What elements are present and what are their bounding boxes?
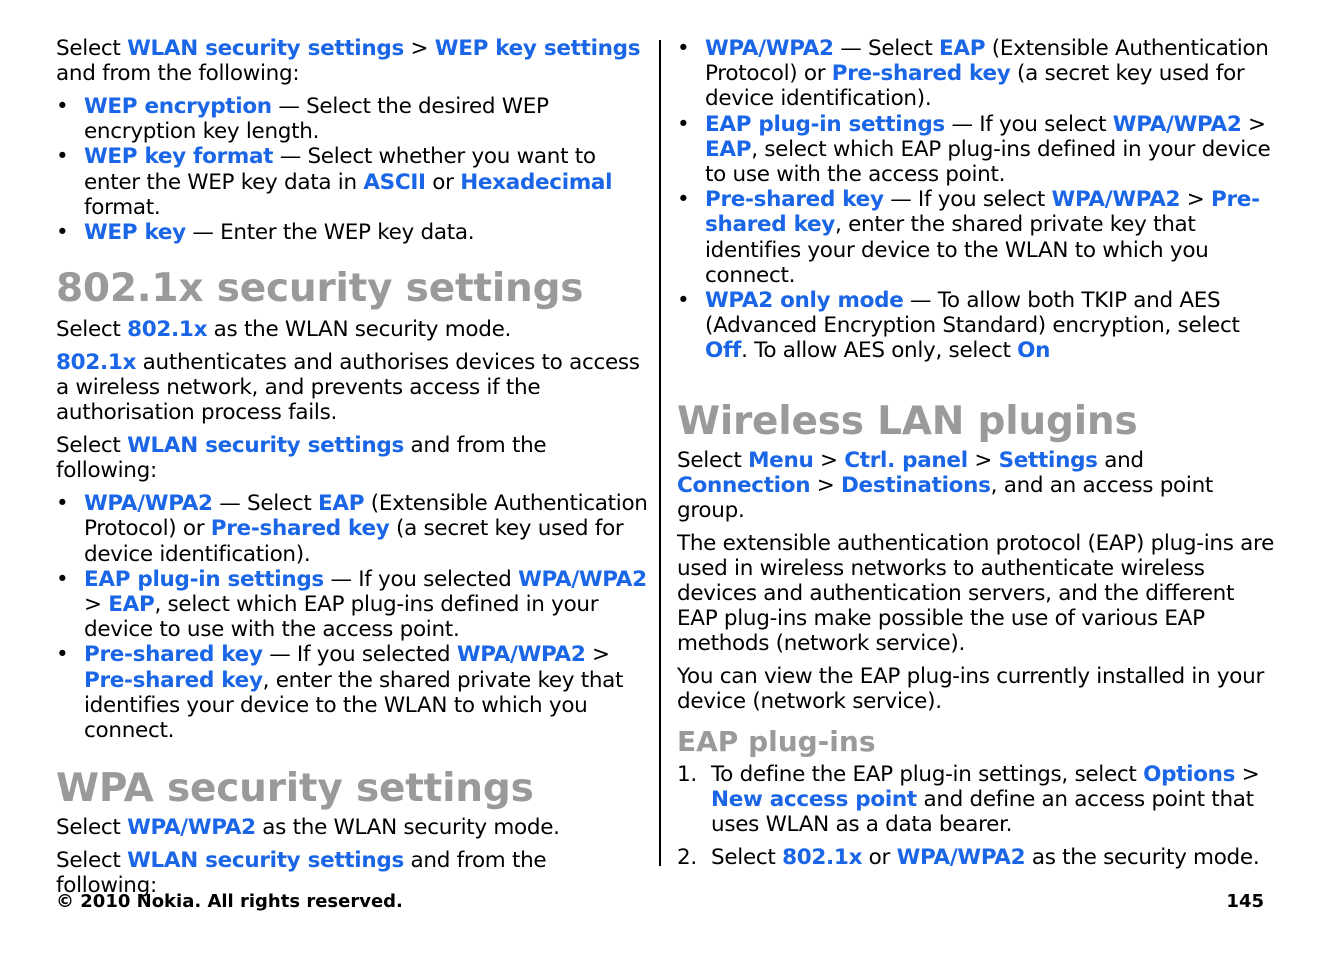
list-item [677,112,1277,188]
text: , select which EAP plug-ins defined in your device to use with the access point. [705,136,1271,188]
option-value: Pre-shared key [831,61,1011,87]
option-value: Hexadecimal [460,169,613,195]
option-name: 802.1x [782,844,863,870]
option-name: 802.1x [56,350,137,376]
option-name: EAP plug-in settings [84,566,324,592]
menu-ref-wep-key-settings: WEP key settings [434,36,641,61]
text: and from the following: [56,433,547,484]
list-item [677,36,1277,112]
option-name: WEP key format [84,144,274,170]
text: — If you selected [262,642,457,668]
paragraph: You can view the EAP plug-ins currently installed in your device (network service). [677,663,1265,714]
text: , enter the shared private key that identifies your device to the WLAN to which you connect. [705,212,1209,288]
separator: > [810,472,842,498]
text: or [425,169,461,195]
text: — Enter the WEP key data. [185,220,475,246]
text: . To allow AES only, select [741,338,1018,364]
option-value: Pre-shared key [210,516,390,542]
text: — If you select [944,111,1113,137]
text: format. [84,194,161,220]
paragraph [677,448,1277,523]
text: To define the EAP plug-in settings, select [711,761,1144,787]
text: (a secret key used for device identification). [705,61,1245,112]
option-value: EAP [318,491,365,517]
text: or [862,844,897,870]
menu-ref-wlan-security-settings: WLAN security settings [127,433,404,459]
wep-options-list [56,94,648,245]
option-value: EAP [939,36,986,61]
menu-ref-wlan-security-settings: WLAN security settings [127,36,404,61]
separator: > [84,592,109,618]
heading-8021x-security-settings: 802.1x security settings [56,266,584,312]
separator: > [813,447,845,473]
menu-ref-new-access-point: New access point [711,786,917,812]
option-value: WPA/WPA2 [1051,187,1181,213]
text: (a secret key used for device identification). [84,516,624,567]
text: as the WLAN security mode. [255,815,560,841]
option-name: WPA/WPA2 [896,844,1026,870]
text: (Extensible Authentication Protocol) or [705,36,1269,87]
paragraph: The extensible authentication protocol (EAP) plug-ins are used in wireless networks to authenticate wireless devices and authentication servers, and the different EAP plug-ins make possible the use of various EAP methods (network service). [677,530,1275,656]
option-name: 802.1x [127,317,208,343]
separator: > [1241,111,1266,137]
list-item [56,642,648,743]
menu-ref-wlan-security-settings: WLAN security settings [127,848,404,874]
menu-ref-settings: Settings [998,447,1098,473]
list-item [56,220,648,245]
option-name: WPA/WPA2 [127,815,256,841]
text: — If you select [883,187,1052,213]
paragraph [56,317,648,342]
option-value: WPA/WPA2 [1112,111,1242,137]
text: as the WLAN security mode. [207,317,512,343]
paragraph [56,815,648,840]
list-item [677,187,1277,288]
8021x-options-list [56,491,648,743]
menu-ref-menu: Menu [748,447,814,473]
text: and define an access point that uses WLAN as a data bearer. [711,786,1254,837]
separator: > [967,447,999,473]
wpa-options-list [677,36,1277,364]
text: Select [56,433,128,459]
separator: > [403,36,435,61]
option-value: EAP [705,136,752,162]
left-column [56,36,648,906]
list-item [56,491,648,567]
option-value: EAP [108,592,155,618]
option-name: WEP encryption [84,94,272,119]
intro-paragraph [56,36,648,86]
column-divider [659,40,661,866]
option-value: WPA/WPA2 [456,642,586,668]
text: Select [56,815,128,841]
list-item [56,94,648,144]
option-name: EAP plug-in settings [705,111,945,137]
list-item [56,144,648,220]
text: Select [56,36,128,61]
step-number: 2. [677,844,697,870]
option-name: WEP key [84,220,186,246]
page-number: 145 [1226,891,1264,912]
text: , and an access point group. [677,472,1214,523]
text: and [1097,447,1144,473]
heading-wpa-security-settings: WPA security settings [56,766,534,812]
menu-ref-connection: Connection [677,472,811,498]
separator: > [585,642,610,668]
heading-wireless-lan-plugins: Wireless LAN plugins [677,398,1138,444]
list-item [677,845,1277,870]
paragraph [56,350,648,425]
list-item [677,762,1277,837]
option-name: WPA/WPA2 [705,36,834,61]
text: Select [56,848,128,874]
text: — Select the desired WEP encryption key length. [84,94,549,145]
option-value: ASCII [363,169,426,195]
option-value: On [1017,338,1051,364]
text: — Select [833,36,940,61]
list-item [677,288,1277,364]
text: Select [56,317,128,343]
text: (Extensible Authentication Protocol) or [84,491,648,542]
right-column [677,36,1277,878]
list-item [56,567,648,643]
menu-ref-destinations: Destinations [841,472,991,498]
footer-copyright: © 2010 Nokia. All rights reserved. [56,891,403,912]
paragraph [56,433,648,483]
option-value: WPA/WPA2 [518,566,647,592]
text: — To allow both TKIP and AES (Advanced Encryption Standard) encryption, select [705,288,1240,339]
menu-ref-ctrl-panel: Ctrl. panel [844,447,968,473]
separator: > [1180,187,1212,213]
menu-ref-options: Options [1143,761,1236,787]
text: and from the following: [56,61,300,86]
option-name: WPA/WPA2 [84,491,213,517]
text: , select which EAP plug-ins defined in your device to use with the access point. [84,592,599,643]
text: and from the following: [56,848,547,899]
option-value: Pre-shared key [84,667,263,693]
text: — Select [212,491,319,517]
text: , enter the shared private key that identifies your device to the WLAN to which you connect. [84,667,624,744]
option-value: Pre-shared key [705,187,1260,238]
text: Select [711,844,783,870]
text: authenticates and authorises devices to access a wireless network, and prevents access if the authorisation process fails. [56,350,640,426]
option-value: Off [705,338,742,364]
option-name: Pre-shared key [84,642,263,668]
option-name: WPA2 only mode [705,288,904,314]
steps-list [677,762,1277,870]
step-number: 1. [677,761,697,787]
heading-eap-plugins: EAP plug-ins [677,724,876,758]
text: as the security mode. [1025,844,1260,870]
text: — Select whether you want to enter the WEP key data in [84,144,596,195]
text: Select [677,447,749,473]
text: — If you selected [323,566,519,592]
option-name: Pre-shared key [705,187,884,213]
separator: > [1235,761,1260,787]
